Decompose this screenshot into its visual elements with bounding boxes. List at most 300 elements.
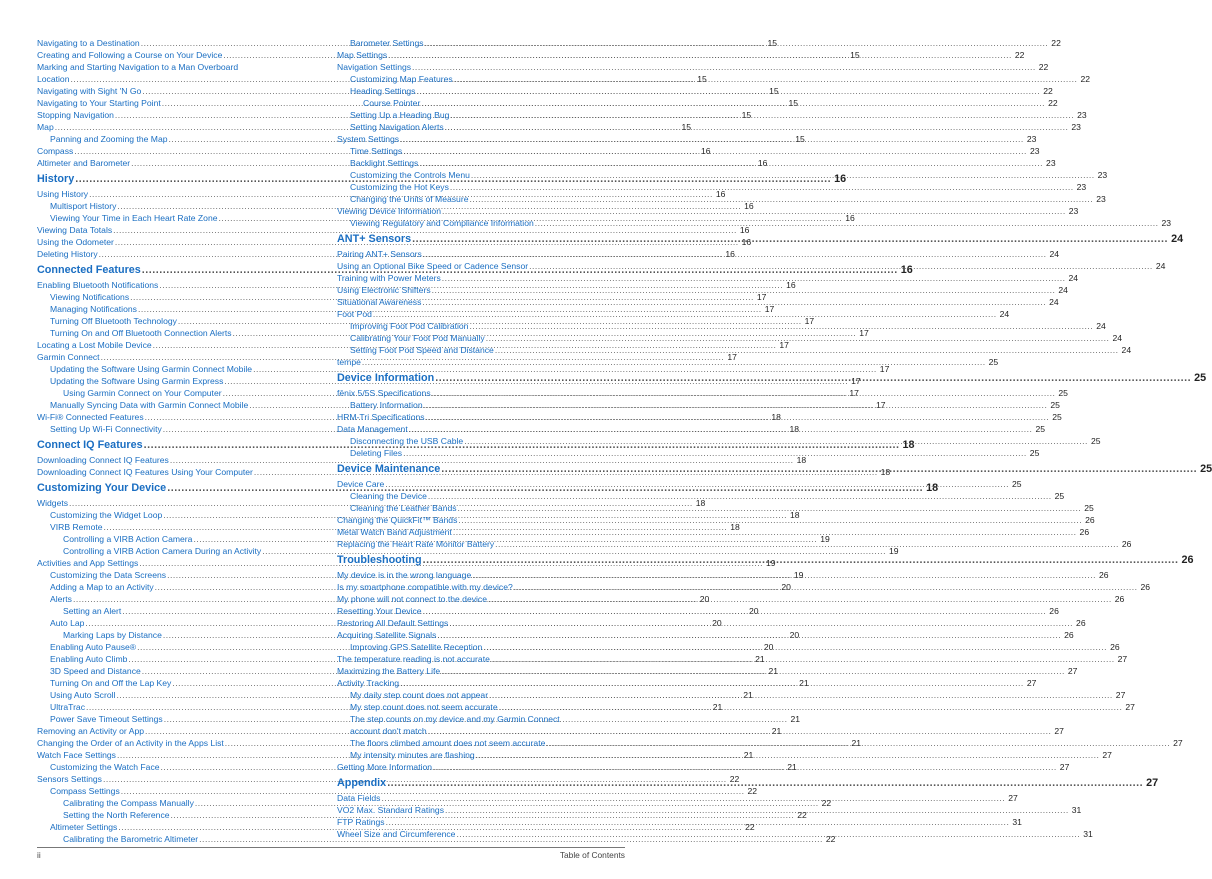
toc-entry-title: Enabling Auto Climb [50, 654, 128, 664]
toc-entry-title: My device is in the wrong language [337, 570, 472, 580]
toc-entry-page: 21 [755, 654, 765, 664]
toc-entry-title: Removing an Activity or App [37, 726, 144, 736]
toc-entry-title: Compass [37, 146, 74, 156]
toc-entry-title: Locating a Lost Mobile Device [37, 340, 152, 350]
toc-entry-title: Changing the Units of Measure [350, 194, 469, 204]
toc-entry[interactable] [337, 181, 1087, 193]
toc-entry-title: Altimeter Settings [50, 822, 118, 832]
toc-entry-title: Viewing Data Totals [37, 225, 113, 235]
toc-entry-page: 17 [851, 376, 861, 386]
toc-entry-title: Navigation Settings [337, 62, 412, 72]
toc-entry-title: Altimeter and Barometer [37, 158, 131, 168]
toc-entry[interactable] [337, 61, 1049, 73]
toc-entry-title: Deleting Files [350, 448, 403, 458]
toc-entry-title: Connect IQ Features [37, 439, 143, 451]
toc-entry-title: Viewing Your Time in Each Heart Rate Zone [50, 213, 218, 223]
toc-entry-page: 17 [879, 364, 890, 374]
toc-entry-title: VO2 Max. Standard Ratings [337, 805, 444, 815]
toc-entry[interactable] [337, 272, 1079, 284]
toc-dot-leader [499, 701, 1123, 713]
toc-dot-leader [412, 61, 1036, 73]
toc-dot-leader [476, 749, 1100, 761]
toc-entry-title: Using Garmin Connect on Your Computer [63, 388, 222, 398]
toc-entry-title: My daily step count does not appear [350, 690, 489, 700]
toc-entry-page: 25 [1050, 400, 1060, 410]
toc-entry-page: 18 [730, 522, 740, 532]
toc-dot-leader [453, 526, 1077, 538]
toc-entry-title: Customizing the Data Screens [50, 570, 167, 580]
toc-entry-page: 24 [1058, 285, 1068, 295]
toc-entry-page: 26 [1064, 630, 1074, 640]
toc-entry-title: Customizing Map Features [350, 74, 453, 84]
toc-entry-title: Setting Up Wi-Fi Connectivity [50, 424, 162, 434]
toc-dot-leader [450, 181, 1074, 193]
toc-entry-title: Backlight Settings [350, 158, 419, 168]
toc-entry-title: Customizing the Widget Loop [50, 510, 163, 520]
toc-entry-page: 16 [834, 173, 847, 185]
toc-entry-title: fēnix 5/5S Specifications [337, 388, 431, 398]
toc-entry-title: Device Care [337, 479, 385, 489]
toc-entry-page: 21 [790, 714, 801, 724]
toc-entry-title: Multisport History [50, 201, 117, 211]
toc-entry[interactable] [337, 713, 625, 725]
toc-entry-page: 17 [849, 388, 859, 398]
toc-entry-page: 15 [788, 98, 799, 108]
toc-entry-page: 21 [712, 702, 723, 712]
toc-dot-leader [469, 320, 1093, 332]
toc-entry-title: Improving Foot Pod Calibration [350, 321, 469, 331]
toc-dot-leader [471, 169, 1095, 181]
footer-title: Table of Contents [559, 850, 625, 860]
toc-entry-page: 19 [793, 570, 804, 580]
toc-dot-leader [419, 157, 1043, 169]
toc-entry-title: Controlling a VIRB Action Camera During an Activity [63, 546, 262, 556]
toc-entry-page: 20 [781, 582, 791, 592]
toc-dot-leader [483, 641, 1107, 653]
toc-entry-title: System Settings [337, 134, 400, 144]
toc-dot-leader [423, 248, 1047, 260]
toc-entry-page: 25 [1084, 503, 1094, 513]
toc-entry-page: 25 [988, 357, 999, 367]
toc-dot-leader [489, 689, 1113, 701]
toc-dot-leader [437, 629, 1061, 641]
toc-entry-title: Calibrating Your Foot Pod Manually [350, 333, 485, 343]
toc-entry-page: 22 [729, 774, 740, 784]
toc-dot-leader [441, 461, 1197, 478]
toc-entry-title: Marking and Starting Navigation to a Man Overboard [37, 62, 239, 72]
toc-entry-page: 23 [1029, 146, 1040, 156]
toc-entry-page: 23 [1071, 122, 1081, 132]
toc-entry-title: The floors climbed amount does not seem accurate [350, 738, 546, 748]
toc-entry-page: 16 [900, 264, 913, 276]
toc-dot-leader [428, 725, 1052, 737]
toc-dot-leader [495, 538, 1119, 550]
toc-entry-title: Cleaning the Device [350, 491, 427, 501]
toc-entry-page: 24 [1096, 321, 1106, 331]
toc-dot-leader [456, 828, 1080, 840]
toc-entry-title: Situational Awareness [337, 297, 422, 307]
toc-entry-title: Connected Features [37, 264, 141, 276]
toc-entry-title: Data Management [337, 424, 408, 434]
toc-dot-leader [409, 423, 1033, 435]
toc-entry-title: Watch Face Settings [37, 750, 116, 760]
toc-entry-page: 16 [715, 189, 726, 199]
toc-entry-page: 25 [1035, 424, 1045, 434]
toc-entry-page: 25 [1194, 372, 1207, 384]
toc-entry-page: 16 [725, 249, 735, 259]
toc-dot-leader [422, 296, 1046, 308]
toc-entry-title: Using an Optional Bike Speed or Cadence Sensor [337, 261, 529, 271]
toc-entry-title: Setting an Alert [63, 606, 122, 616]
toc-entry-title: UltraTrac [50, 702, 86, 712]
footer-page-number: ii [37, 850, 41, 860]
toc-entry-title: Acquiring Satellite Signals [337, 630, 437, 640]
toc-entry-page: 18 [789, 424, 800, 434]
toc-entry-page: 26 [1140, 582, 1151, 592]
toc-entry-page: 18 [880, 467, 891, 477]
toc-dot-leader [472, 569, 1096, 581]
toc-entry-page: 22 [1038, 62, 1049, 72]
toc-entry-title: Restoring All Default Settings [337, 618, 449, 628]
toc-entry-title: Time Settings [350, 146, 403, 156]
toc-entry-title: Changing the QuickFit™ Bands [337, 515, 458, 525]
toc-entry-title: Widgets [37, 498, 69, 508]
toc-entry-page: 17 [859, 328, 869, 338]
toc-entry[interactable] [37, 363, 890, 375]
toc-entry-title: HRM-Tri Specifications [337, 412, 425, 422]
toc-entry-page: 21 [787, 762, 797, 772]
toc-entry-title: Training with Power Meters [337, 273, 441, 283]
toc-dot-leader [486, 332, 1110, 344]
toc-entry-title: Foot Pod [337, 309, 372, 319]
toc-entry-title: Location [37, 74, 70, 84]
toc-entry-title: Using Auto Scroll [50, 690, 116, 700]
toc-entry-title: Maximizing the Battery Life [337, 666, 441, 676]
toc-entry-page: 23 [1096, 194, 1106, 204]
toc-entry-title: Compass Settings [50, 786, 120, 796]
toc-entry-page: 25 [1090, 436, 1101, 446]
toc-dot-leader [362, 356, 986, 368]
toc-entry[interactable] [337, 447, 1040, 459]
toc-entry-title: Power Save Timeout Settings [50, 714, 163, 724]
toc-entry-page: 22 [825, 834, 836, 844]
toc-entry-title: Calibrating the Compass Manually [63, 798, 194, 808]
toc-entry-page: 24 [1049, 297, 1059, 307]
toc-dot-leader [458, 502, 1082, 514]
toc-entry-page: 19 [820, 534, 830, 544]
toc-dot-leader [514, 581, 1138, 593]
toc-entry-page: 23 [1076, 182, 1087, 192]
toc-entry-page: 18 [790, 510, 800, 520]
toc-entry-title: Map Settings [337, 50, 388, 60]
toc-dot-leader [529, 260, 1153, 272]
toc-dot-leader [400, 133, 1024, 145]
toc-entry-page: 27 [1067, 666, 1078, 676]
toc-entry-title: Setting Foot Pod Speed and Distance [350, 345, 494, 355]
toc-entry-page: 21 [771, 726, 782, 736]
toc-dot-leader [432, 284, 1056, 296]
toc-entry-page: 22 [1048, 98, 1058, 108]
toc-entry-page: 18 [695, 498, 706, 508]
toc-entry-page: 26 [1049, 606, 1059, 616]
toc-entry-page: 24 [999, 309, 1010, 319]
toc-entry-title: Disconnecting the USB Cable [350, 436, 464, 446]
toc-dot-leader [433, 761, 1057, 773]
toc-entry-page: 23 [1077, 110, 1087, 120]
toc-entry[interactable] [337, 490, 1065, 502]
toc-dot-leader [416, 85, 1040, 97]
toc-entry-page: 20 [749, 606, 759, 616]
toc-entry-page: 16 [757, 158, 768, 168]
toc-entry-title: Changing the Order of an Activity in the Apps List [37, 738, 224, 748]
toc-entry-title: Heading Settings [350, 86, 416, 96]
toc-entry-page: 16 [744, 201, 754, 211]
toc-entry-title: Replacing the Heart Rate Monitor Battery [337, 539, 495, 549]
toc-entry-title: Cleaning the Leather Bands [350, 503, 457, 513]
toc-entry-page: 26 [1110, 642, 1120, 652]
toc-entry-page: 16 [741, 237, 752, 247]
toc-entry-title: Improving GPS Satellite Reception [350, 642, 483, 652]
toc-entry-title: Setting the North Reference [63, 810, 170, 820]
toc-entry-title: The temperature reading is not accurate [337, 654, 490, 664]
toc-entry-page: 17 [764, 304, 775, 314]
toc-dot-leader [442, 205, 1066, 217]
toc-entry-title: account don't match [350, 726, 427, 736]
toc-entry-title: Customizing the Watch Face [50, 762, 160, 772]
toc-dot-leader [400, 677, 1024, 689]
toc-dot-leader [535, 217, 1159, 229]
toc-entry-page: 25 [1054, 491, 1065, 501]
toc-entry-page: 19 [888, 546, 899, 556]
toc-entry-page: 18 [796, 455, 807, 465]
toc-entry-page: 17 [727, 352, 737, 362]
toc-entry-page: 17 [875, 400, 886, 410]
toc-dot-leader [488, 593, 1112, 605]
toc-entry-title: Using History [37, 189, 89, 199]
toc-entry-page: 22 [1051, 38, 1061, 48]
toc-dot-leader [421, 97, 1045, 109]
toc-dot-leader [385, 478, 1009, 490]
toc-dot-leader [373, 308, 997, 320]
toc-entry-page: 27 [1026, 678, 1037, 688]
toc-entry[interactable] [37, 785, 758, 797]
toc-entry-page: 22 [1080, 74, 1090, 84]
toc-entry-title: Turning Off Bluetooth Technology [50, 316, 177, 326]
toc-dot-leader [449, 617, 1073, 629]
toc-entry-page: 24 [1049, 249, 1060, 259]
toc-entry-title: Map [37, 122, 54, 132]
toc-entry-title: Using Electronic Shifters [337, 285, 431, 295]
toc-entry-title: Enabling Bluetooth Notifications [37, 280, 159, 290]
toc-entry-page: 21 [799, 678, 809, 688]
toc-entry-page: 20 [699, 594, 710, 604]
toc-entry-page: 26 [1085, 515, 1095, 525]
toc-entry-title: Battery Information [350, 400, 423, 410]
toc-entry-page: 27 [1125, 702, 1135, 712]
page-footer [37, 847, 625, 860]
toc-entry-title: My step count does not seem accurate [350, 702, 498, 712]
toc-entry-page: 31 [1083, 829, 1093, 839]
toc-entry-page: 27 [1173, 738, 1183, 748]
toc-entry-page: 23 [1046, 158, 1056, 168]
toc-entry-title: tempe [337, 357, 361, 367]
toc-entry-page: 27 [1054, 726, 1064, 736]
toc-dot-leader [454, 73, 1078, 85]
toc-entry-page: 16 [739, 225, 750, 235]
toc-entry-page: 21 [851, 738, 862, 748]
toc-dot-leader [388, 49, 1012, 61]
toc-entry-page: 15 [767, 38, 778, 48]
toc-entry-page: 25 [1058, 388, 1068, 398]
toc-entry-page: 31 [1012, 817, 1022, 827]
toc-dot-leader [423, 605, 1047, 617]
toc-entry-page: 21 [768, 666, 779, 676]
toc-entry-page: 26 [1098, 570, 1109, 580]
toc-entry-title: Barometer Settings [350, 38, 424, 48]
toc-entry-page: 26 [1076, 618, 1086, 628]
toc-entry-title: ANT+ Sensors [337, 233, 412, 245]
toc-dot-leader [469, 193, 1093, 205]
toc-entry-page: 24 [1112, 333, 1123, 343]
toc-dot-leader [424, 399, 1048, 411]
toc-entry-page: 15 [741, 110, 752, 120]
toc-entry-page: 15 [697, 74, 707, 84]
toc-entry-title: Data Fields [337, 793, 381, 803]
toc-entry-title: Customizing the Controls Menu [350, 170, 470, 180]
toc-entry-page: 23 [1097, 170, 1108, 180]
toc-dot-leader [445, 121, 1069, 133]
toc-entry-title: Updating the Software Using Garmin Express [50, 376, 224, 386]
toc-entry-page: 15 [769, 86, 779, 96]
toc-entry-title: My phone will not connect to the device [337, 594, 488, 604]
toc-entry-page: 21 [743, 750, 754, 760]
toc-entry-page: 23 [1068, 206, 1079, 216]
toc-entry-title: Creating and Following a Course on Your Device [37, 50, 223, 60]
toc-entry-title: The step counts on my device and my Garmin Connect [350, 714, 560, 724]
toc-entry-page: 27 [1117, 654, 1128, 664]
toc-dot-leader [491, 653, 1115, 665]
toc-entry-page: 22 [1043, 86, 1053, 96]
toc-entry-title: Enabling Auto Pause® [50, 642, 137, 652]
toc-dot-leader [495, 344, 1119, 356]
toc-entry-page: 15 [850, 50, 860, 60]
toc-entry-page: 25 [1052, 412, 1062, 422]
toc-entry-title: Navigating to Your Starting Point [37, 98, 161, 108]
toc-entry[interactable] [37, 224, 750, 236]
toc-entry-title: Auto Lap [50, 618, 85, 628]
toc-entry-page: 18 [771, 412, 781, 422]
toc-entry-page: 22 [745, 822, 755, 832]
toc-entry-title: Sensors Settings [37, 774, 102, 784]
toc-entry-page: 25 [1029, 448, 1040, 458]
toc-dot-leader [441, 665, 1065, 677]
toc-entry-page: 22 [1014, 50, 1025, 60]
toc-entry-page: 18 [902, 439, 915, 451]
toc-entry-title: My intensity minutes are flashing [350, 750, 475, 760]
toc-entry-page: 20 [712, 618, 722, 628]
toc-entry-title: Turning On and Off the Lap Key [50, 678, 172, 688]
toc-entry-page: 24 [1155, 261, 1166, 271]
toc-entry-page: 15 [795, 134, 805, 144]
toc-entry-title: Alerts [50, 594, 72, 604]
toc-dot-leader [432, 387, 1056, 399]
toc-entry-title: Device Information [337, 372, 435, 384]
toc-entry-page: 25 [1200, 463, 1212, 475]
toc-entry-page: 23 [1161, 218, 1172, 228]
toc-entry-page: 31 [1071, 805, 1082, 815]
toc-entry-page: 20 [763, 642, 774, 652]
toc-entry-title: Viewing Device Information [337, 206, 441, 216]
toc-entry-page: 20 [789, 630, 800, 640]
toc-entry-page: 17 [804, 316, 815, 326]
toc-entry-title: Activity Tracking [337, 678, 400, 688]
toc-entry-page: 22 [821, 798, 832, 808]
toc-dot-leader [428, 490, 1052, 502]
toc-entry-page: 22 [797, 810, 807, 820]
toc-dot-leader [442, 272, 1066, 284]
toc-dot-leader [464, 435, 1088, 447]
toc-dot-leader [458, 514, 1082, 526]
toc-entry[interactable] [37, 545, 899, 557]
toc-entry-title: Viewing Regulatory and Compliance Information [350, 218, 534, 228]
toc-dot-leader [423, 552, 1179, 569]
toc-dot-leader [387, 775, 1143, 792]
toc-entry-title: Appendix [337, 777, 387, 789]
toc-entry-page: 22 [747, 786, 758, 796]
toc-entry-title: Manually Syncing Data with Garmin Connect Mobile [50, 400, 249, 410]
toc-entry-page: 24 [1068, 273, 1079, 283]
toc-entry-page: 16 [701, 146, 711, 156]
toc-entry-title: Getting More Information [337, 762, 433, 772]
toc-entry-title: Stopping Navigation [37, 110, 114, 120]
toc-entry-title: Resetting Your Device [337, 606, 422, 616]
toc-entry-title: Updating the Software Using Garmin Connect Mobile [50, 364, 253, 374]
toc-entry-title: Setting Navigation Alerts [350, 122, 444, 132]
toc-entry-title: Deleting History [37, 249, 98, 259]
toc-entry-title: Customizing the Hot Keys [350, 182, 449, 192]
toc-entry-title: Downloading Connect IQ Features Using Your Computer [37, 467, 253, 477]
toc-entry-title: Activities and App Settings [37, 558, 139, 568]
toc-entry-title: Wheel Size and Circumference [337, 829, 456, 839]
toc-entry-title: VIRB Remote [50, 522, 103, 532]
toc-entry[interactable] [37, 454, 807, 466]
toc-entry-title: Viewing Notifications [50, 292, 130, 302]
toc-entry-page: 27 [1008, 793, 1018, 803]
toc-entry-title: Troubleshooting [337, 554, 422, 566]
toc-entry-page: 16 [786, 280, 796, 290]
toc-entry-title: Calibrating the Barometric Altimeter [63, 834, 199, 844]
toc-dot-leader [435, 370, 1191, 387]
toc-entry-title: Panning and Zooming the Map [50, 134, 168, 144]
toc-entry-page: 21 [743, 690, 753, 700]
toc-entry-title: Metal Watch Band Adjustment [337, 527, 452, 537]
toc-entry-title: Controlling a VIRB Action Camera [63, 534, 193, 544]
toc-entry-title: Navigating with Sight 'N Go [37, 86, 142, 96]
toc-dot-leader [403, 447, 1027, 459]
toc-entry-title: Marking Laps by Distance [63, 630, 162, 640]
toc-entry-title: Device Maintenance [337, 463, 441, 475]
toc-entry-title: FTP Ratings [337, 817, 385, 827]
toc-entry-page: 16 [845, 213, 855, 223]
toc-entry-page: 27 [1115, 690, 1126, 700]
toc-entry-title: Navigating to a Destination [37, 38, 140, 48]
toc-entry-title: Course Pointer [363, 98, 421, 108]
toc-entry-page: 24 [1121, 345, 1132, 355]
toc-entry-page: 17 [779, 340, 789, 350]
toc-entry-page: 18 [926, 482, 939, 494]
toc-entry[interactable] [37, 61, 325, 73]
toc-entry-title: Adding a Map to an Activity [50, 582, 154, 592]
